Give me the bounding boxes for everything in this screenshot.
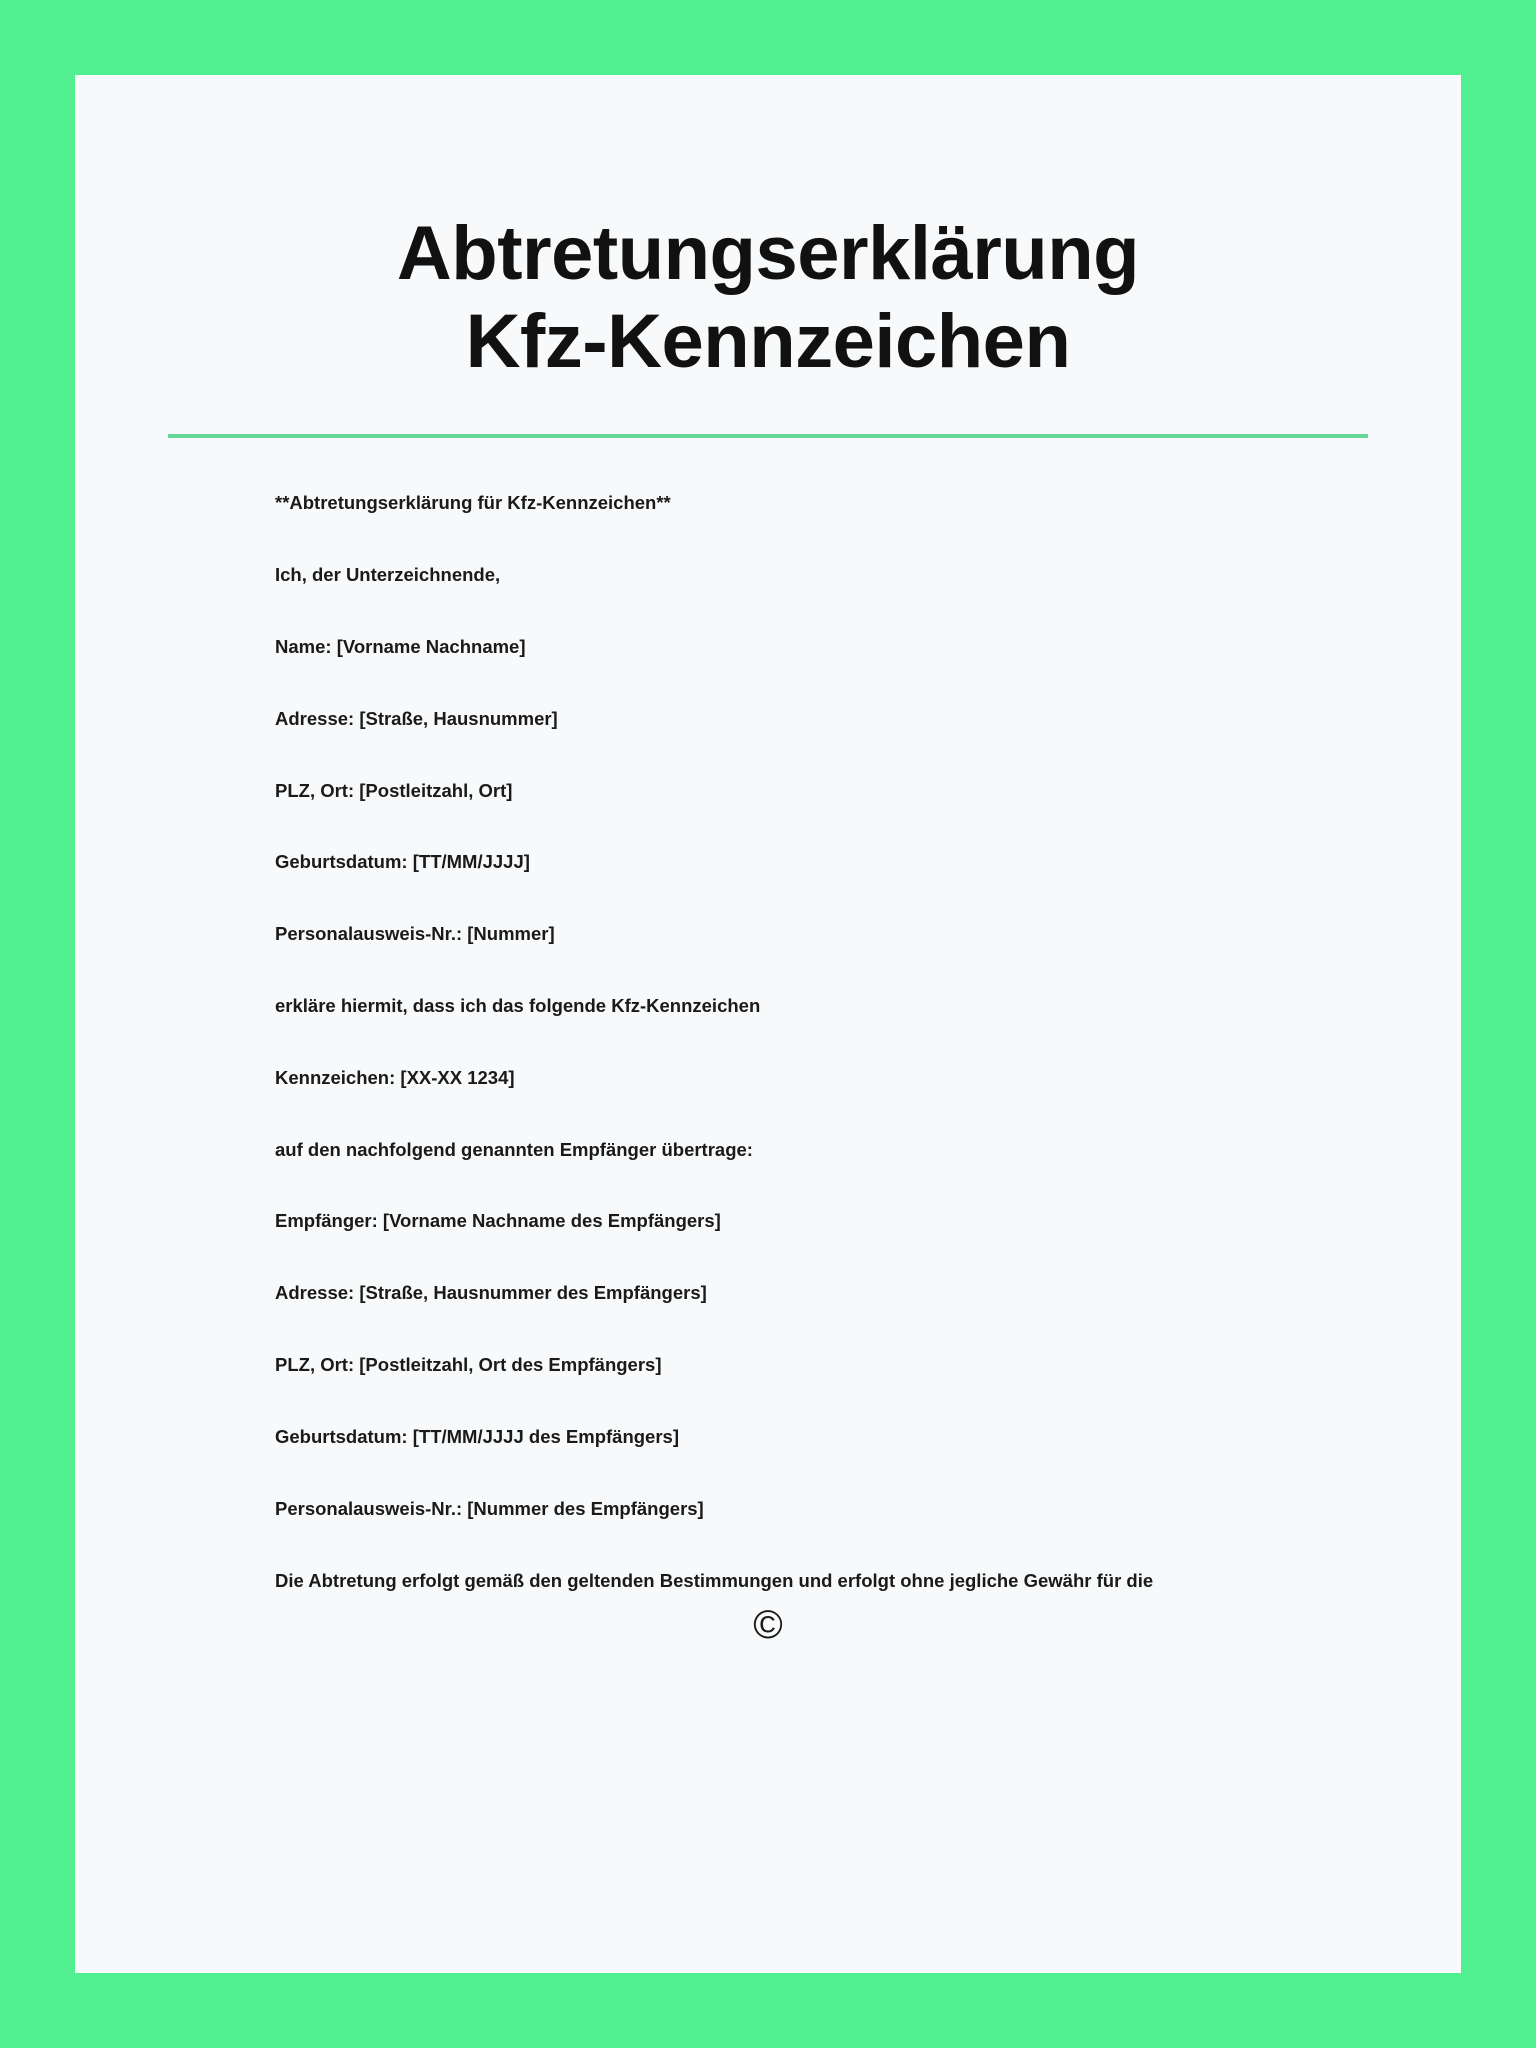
document-body: [75, 438, 1461, 1594]
paragraph-recipient-id-number: Personalausweis-Nr.: [Nummer des Empfängers]: [275, 1497, 704, 1519]
paragraph-intro: Ich, der Unterzeichnende,: [275, 564, 501, 586]
paragraph-birthdate: Geburtsdatum: [TT/MM/JJJJ]: [275, 851, 530, 873]
paragraph-declaration: erkläre hiermit, dass ich das folgende Kfz-Kennzeichen: [275, 995, 761, 1016]
copyright-icon: ©: [753, 1603, 783, 1647]
paragraph-recipient-address: Adresse: [Straße, Hausnummer des Empfängers]: [275, 1282, 707, 1304]
paragraph-recipient-postal-city: PLZ, Ort: [Postleitzahl, Ort des Empfängers]: [275, 1354, 662, 1376]
paragraph-address: Adresse: [Straße, Hausnummer]: [275, 707, 558, 729]
paragraph-transfer: auf den nachfolgend genannten Empfänger übertrage:: [275, 1138, 753, 1160]
paragraph-heading: **Abtretungserklärung für Kfz-Kennzeichen**: [275, 492, 671, 514]
paragraph-closing: Die Abtretung erfolgt gemäß den geltenden Bestimmungen und erfolgt ohne jegliche Gewähr für die: [275, 1569, 1154, 1591]
page-title: [75, 75, 1461, 386]
paragraph-postal-city: PLZ, Ort: [Postleitzahl, Ort]: [275, 779, 513, 801]
paragraph-name: Name: [Vorname Nachname]: [275, 635, 526, 657]
paragraph-plate: Kennzeichen: [XX-XX 1234]: [275, 1066, 515, 1088]
paragraph-id-number: Personalausweis-Nr.: [Nummer]: [275, 923, 555, 945]
paragraph-recipient-birthdate: Geburtsdatum: [TT/MM/JJJJ des Empfängers]: [275, 1425, 679, 1447]
paragraph-recipient-name: Empfänger: [Vorname Nachname des Empfängers]: [275, 1210, 721, 1232]
document-page: [75, 75, 1461, 1973]
page-title-line-2: Kfz-Kennzeichen: [465, 299, 1071, 385]
page-title-line-1: Abtretungserklärung: [396, 211, 1140, 296]
